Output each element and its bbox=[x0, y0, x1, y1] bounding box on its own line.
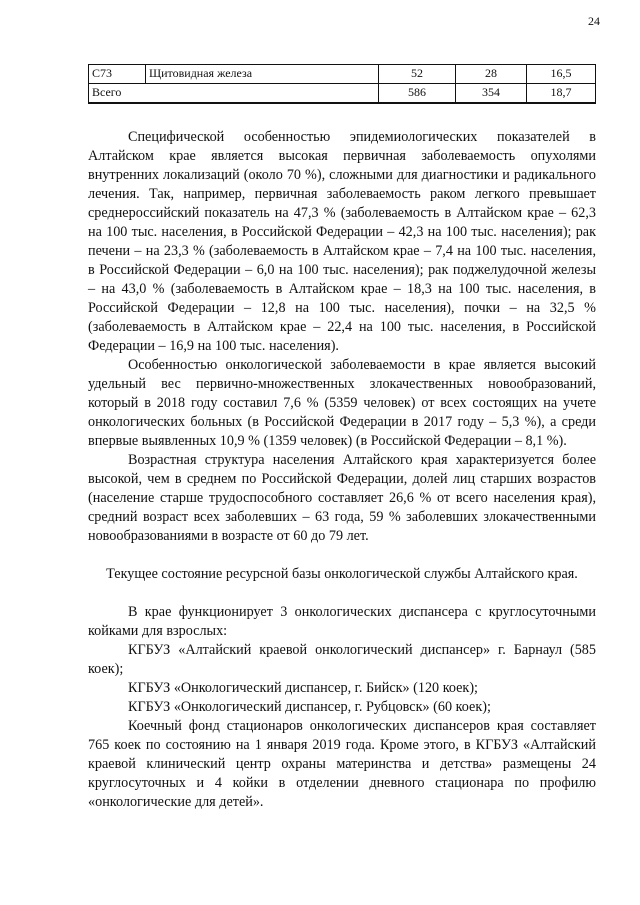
table-cell-value: 52 bbox=[379, 65, 456, 84]
paragraph: Возрастная структура населения Алтайского края характеризуется более высокой, чем в среднем по Российской Федерации, долей лиц старших возрастов (население старше трудоспособного составляет 26,6 % от всего населения края), средний возраст всех заболевших – 63 года, 59 % заболевших злокачественными новообразованиями в возрасте от 60 до 79 лет. bbox=[88, 452, 596, 544]
paragraph: КГБУЗ «Онкологический диспансер, г. Рубцовск» (60 коек); bbox=[128, 699, 491, 715]
table-cell-value: 28 bbox=[456, 65, 527, 84]
table-cell-value: 16,5 bbox=[527, 65, 596, 84]
paragraph: Особенностью онкологической заболеваемости в крае является высокий удельный вес первично-множественных злокачественных новообразований, который в 2018 году составил 7,6 % (5359 человек) от всех состоящих на учете онкологических больных (в Российской Федерации в 2017 году – 5,3 %), а среди впервые выявленных 10,9 % (1359 человек) (в Российской Федерации – 8,1 %). bbox=[88, 357, 596, 449]
paragraph: Коечный фонд стационаров онкологических диспансеров края составляет 765 коек по состоянию на 1 января 2019 года. Кроме этого, в КГБУЗ «Алтайский краевой клинический центр охраны материнства и детства» размещены 24 круглосуточных и 4 койки в отделении дневного стационара по профилю «онкологические для детей». bbox=[88, 718, 596, 810]
table-cell-code: С73 bbox=[89, 65, 146, 84]
paragraph: В крае функционирует 3 онкологических диспансера с круглосуточными койками для взрослых: bbox=[88, 604, 596, 639]
table-cell-name: Щитовидная железа bbox=[146, 65, 379, 84]
table-cell-value: 354 bbox=[456, 84, 527, 104]
table-row-total bbox=[89, 84, 596, 104]
table-cell-value: 586 bbox=[379, 84, 456, 104]
paragraph: КГБУЗ «Алтайский краевой онкологический диспансер» г. Барнаул (585 коек); bbox=[88, 642, 596, 677]
statistics-table bbox=[88, 64, 596, 104]
table-row bbox=[89, 65, 596, 84]
page-number: 24 bbox=[588, 14, 600, 28]
paragraph: КГБУЗ «Онкологический диспансер, г. Бийск» (120 коек); bbox=[128, 680, 478, 696]
table-cell-value: 18,7 bbox=[527, 84, 596, 104]
table-cell-code: Всего bbox=[89, 84, 379, 104]
document-body bbox=[88, 128, 596, 812]
paragraph: Специфической особенностью эпидемиологических показателей в Алтайском крае является высокая первичная заболеваемость опухолями внутренних локализаций (около 70 %), сложными для диагностики и радикального лечения. Так, например, первичная заболеваемость раком легкого превышает среднероссийский показатель на 47,3 % (заболеваемость в Алтайском крае – 62,3 на 100 тыс. населения, в Российской Федерации – 42,3 на 100 тыс. населения); рак печени – на 23,3 % (заболеваемость в Алтайском крае – 7,4 на 100 тыс. населения, в Российской Федерации – 6,0 на 100 тыс. населения); рак поджелудочной железы – на 43,0 % (заболеваемость в Алтайском крае – 18,3 на 100 тыс. населения, в Российской Федерации – 12,8 на 100 тыс. населения), почки – на 32,5 % (заболеваемость в Алтайском крае – 22,4 на 100 тыс. населения, в Российской Федерации – 16,9 на 100 тыс. населения). bbox=[88, 129, 596, 354]
section-title: Текущее состояние ресурсной базы онкологической службы Алтайского края. bbox=[106, 566, 578, 582]
